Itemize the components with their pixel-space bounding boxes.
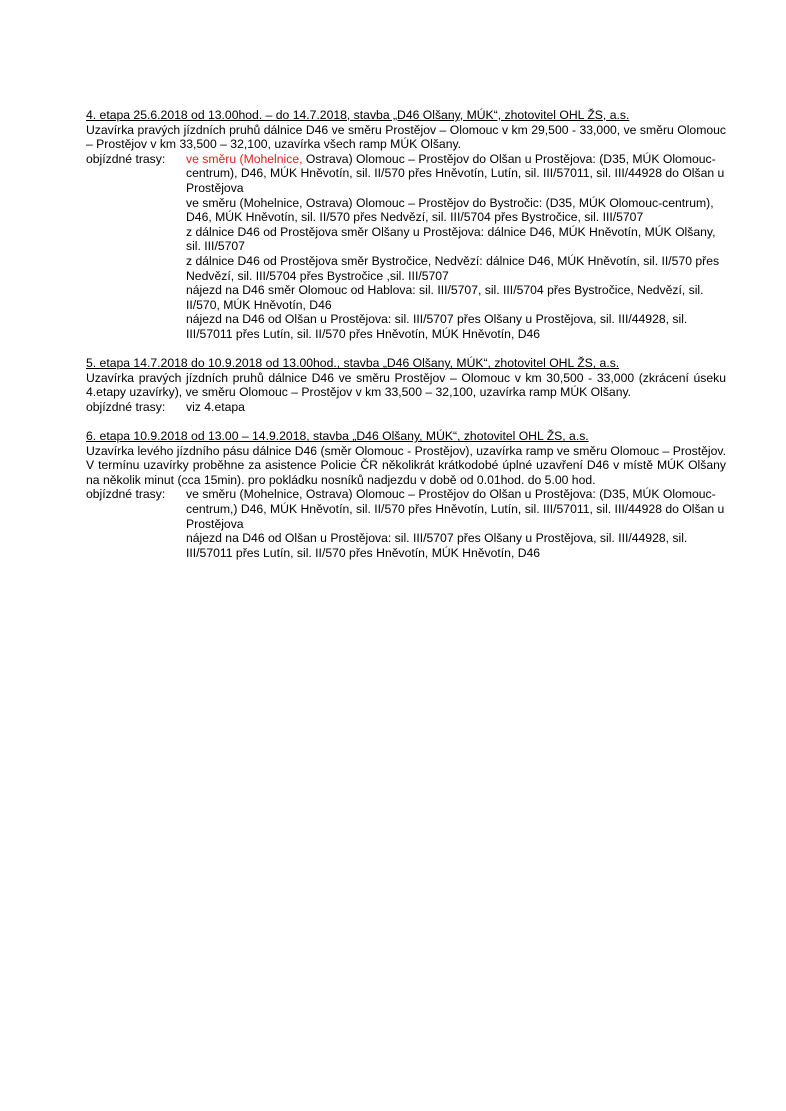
etapa-5-section (86, 356, 726, 414)
etapa-5-description: Uzavírka pravých jízdních pruhů dálnice D46 ve směru Prostějov – Olomouc v km 30,500 - 33,000 (zkrácení úseku 4.etapy uzavírky), ve směru Olomouc – Prostějov v km 33,500 – 32,100, uzavírka ramp MÚK Olšany. (86, 370, 726, 400)
etapa-6-detours (86, 487, 726, 560)
detours-reference: viz 4.etapa (186, 399, 245, 414)
etapa-4-section (86, 108, 726, 342)
detour-route: ve směru (Mohelnice, Ostrava) Olomouc – Prostějov do Olšan u Prostějova: (D35, MÚK Olomouc-centrum,) D46, MÚK Hněvotín, sil. II/570 přes Hněvotín, Lutín, sil. III/57011, sil. III/44928 do Olšan u Prostějova (186, 487, 725, 531)
detour-route: z dálnice D46 od Prostějova směr Olšany u Prostějova: dálnice D46, MÚK Hněvotín, MÚK Olšany, sil. III/5707 (186, 224, 716, 254)
detours-list (186, 152, 726, 342)
detour-route: z dálnice D46 od Prostějova směr Bystročice, Nedvězí: dálnice D46, MÚK Hněvotín, sil. II/570 přes Nedvězí, sil. III/5704 přes Bystročice ,sil. III/5707 (186, 253, 720, 283)
document-page (86, 108, 726, 575)
detour-route (186, 152, 726, 196)
detour-route: nájezd na D46 od Olšan u Prostějova: sil. III/5707 přes Olšany u Prostějova, sil. III/44928, sil. III/57011 přes Lutín, sil. II/570 přes Hněvotín, MÚK Hněvotín, D46 (186, 312, 688, 341)
etapa-6-description: Uzavírka levého jízdního pásu dálnice D46 (směr Olomouc - Prostějov), uzavírka ramp ve směru Olomouc – Prostějov. V termínu uzavírky proběhne za asistence Policie ČR několikrát krátkodobé úplné uzavření D46 v místě MÚK Olšany na několik minut (cca 15min). pro pokládku nosníků nadjezdu v době od 0.01hod. do 5.00 hod. (86, 443, 726, 487)
detour-route: nájezd na D46 směr Olomouc od Hablova: sil. III/5707, sil. III/5704 přes Bystročice, Nedvězí, sil. II/570, MÚK Hněvotín, D46 (186, 283, 704, 312)
detours-list (186, 487, 726, 560)
detours-label: objízdné trasy: (86, 487, 166, 502)
etapa-4-heading: 4. etapa 25.6.2018 od 13.00hod. – do 14.7.2018, stavba „D46 Olšany, MÚK“, zhotovitel OHL ŽS, a.s. (86, 108, 630, 122)
etapa-6-section (86, 429, 726, 560)
detour-route-text: Ostrava) Olomouc – Prostějov do Olšan u Prostějova: (D35, MÚK Olomouc-centrum), D46, MÚK Hněvotín, sil. II/570 přes Hněvotín, Lutín, sil. III/57011, sil. III/44928 do Olšan u Prostějova (186, 151, 725, 195)
etapa-5-detours (86, 400, 726, 415)
detours-label: objízdné trasy: (86, 151, 166, 166)
etapa-6-heading: 6. etapa 10.9.2018 od 13.00 – 14.9.2018, stavba „D46 Olšany, MÚK“, zhotovitel OHL ŽS, a.s. (86, 429, 589, 444)
detours-label: objízdné trasy: (86, 399, 166, 414)
highlighted-direction: ve směru (Mohelnice, (186, 151, 303, 166)
detour-route: nájezd na D46 od Olšan u Prostějova: sil. III/5707 přes Olšany u Prostějova, sil. III/44928, sil. III/57011 přes Lutín, sil. II/570 přes Hněvotín, MÚK Hněvotín, D46 (186, 531, 688, 560)
etapa-4-detours (86, 152, 726, 342)
detour-route: ve směru (Mohelnice, Ostrava) Olomouc – Prostějov do Bystročic: (D35, MÚK Olomouc-centrum), D46, MÚK Hněvotín, sil. II/570 přes Nedvězí, sil. III/5704 přes Bystročice, sil. III/5707 (186, 195, 714, 225)
etapa-5-heading: 5. etapa 14.7.2018 do 10.9.2018 od 13.00hod., stavba „D46 Olšany, MÚK“, zhotovitel OHL ŽS, a.s. (86, 356, 620, 371)
etapa-4-description: Uzavírka pravých jízdních pruhů dálnice D46 ve směru Prostějov – Olomouc v km 29,500 - 33,000, ve směru Olomouc – Prostějov v km 33,500 – 32,100, uzavírka všech ramp MÚK Olšany. (86, 122, 726, 152)
